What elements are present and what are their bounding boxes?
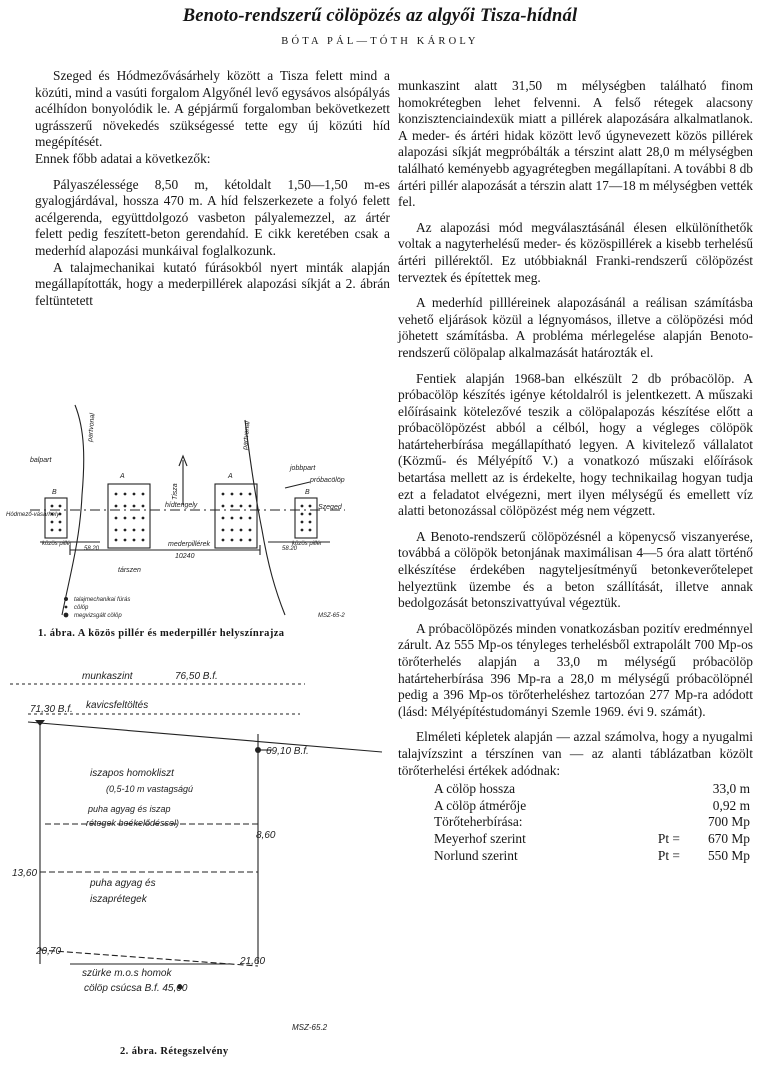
table-row bbox=[398, 781, 753, 798]
row-value: 700 Mp bbox=[707, 814, 750, 830]
legend-pile: cölöp bbox=[74, 605, 89, 611]
row-value: 33,0 m bbox=[712, 781, 750, 797]
label-kozos-pillar-right: közös pillér bbox=[292, 541, 323, 547]
label-dim-left: 58.20 bbox=[84, 546, 100, 552]
label-munkaszint: munkaszint bbox=[82, 671, 133, 682]
label-partvonal: partvonal bbox=[242, 420, 252, 451]
legend-tested-pile: megvizsgált cölöp bbox=[74, 613, 122, 619]
article-authors: BÓTA PÁL—TÓTH KÁROLY bbox=[281, 36, 479, 47]
label-hidtengely: hídtengely bbox=[165, 502, 198, 509]
label-puha1: puha agyag és iszap bbox=[88, 804, 171, 814]
label-partvonal: partvonal bbox=[87, 412, 97, 443]
row-symbol: Pt = bbox=[657, 830, 680, 846]
figure-2-caption: 2. ábra. Rétegszelvény bbox=[120, 1046, 229, 1057]
label-vastag: (0,5-10 m vastagságú bbox=[106, 784, 194, 794]
pier-b-left bbox=[45, 498, 67, 538]
paragraph: Az alapozási mód megválasztásánál élesen elkülöníthetők voltak a nagyterhelésű meder- és közöspillérek a kisebb terhelésű ártéri pillérektől. Ez utóbbiaknál Franki-rendszerű cölöpözést terveztek és építettek meg. bbox=[398, 219, 753, 285]
label-level-top: 76,50 B.f. bbox=[175, 671, 218, 682]
label-puha2: puha agyag és bbox=[90, 878, 156, 889]
table-row bbox=[398, 831, 753, 848]
results-table bbox=[398, 781, 753, 864]
row-symbol bbox=[644, 798, 680, 815]
paragraph: Ennek főbb adatai a következők: bbox=[35, 150, 211, 166]
label-depth-2160: 21,60 bbox=[240, 956, 266, 967]
label-jobbpart: jobbpart bbox=[290, 465, 316, 472]
label-b-right: B bbox=[305, 489, 310, 496]
label-a-right: A bbox=[228, 473, 233, 480]
table-row bbox=[398, 814, 753, 831]
label-depth-860: 8,60 bbox=[256, 830, 276, 841]
label-szeged: Szeged bbox=[318, 504, 342, 511]
table-row bbox=[398, 848, 753, 865]
label-span: 10240 bbox=[175, 553, 195, 560]
paragraph: A Benoto-rendszerű cölöpözésnél a köpenycső viszanyerése, továbbá a cölöpök betonjának maximálisan 4—5 óra alatt történő elkészítése érdekében nagyteljesítményű betonkeverőtelepet helyeztünk üzembe és a beton szállítását, illetve annak bedolgozását betonszivattyúval végeztük. bbox=[398, 528, 753, 611]
row-symbol bbox=[644, 781, 680, 798]
figure-1-site-plan bbox=[0, 400, 392, 630]
pier-b-right bbox=[295, 498, 317, 538]
paragraph: Elméleti képletek alapján — azzal számolva, hogy a nyugalmi talajvízszint a térszínen van — az alanti táblázatban közölt törőterhelési értékek adódnak: bbox=[398, 729, 753, 778]
paragraph: A próbacölöpözés minden vonatkozásban pozitív eredménnyel zárult. Az 555 Mp-os tényleges terhelésből extrapolált 700 Mp-os törőterhelés alapján a 33,0 m mélységű próbacölöp határteherbírása 396 Mp-ra a 28,0 m mélységű próbacölöpnél pedig a 396 Mp-os törőterheléshez tartozóan 277 Mp-ra adódott (lásd: Mélyépítéstudományi Szemle 1969. évi 9. számát). bbox=[398, 620, 753, 719]
row-label: Norlund szerint bbox=[434, 847, 518, 863]
label-dim-right: 58.20 bbox=[282, 546, 298, 552]
label-iszapos: iszapos homokliszt bbox=[90, 768, 174, 779]
label-level-right: 69,10 B.f. bbox=[266, 746, 309, 757]
row-label: Törőteherbírása: bbox=[434, 814, 523, 830]
label-kavicsfeltoltes: kavicsfeltöltés bbox=[86, 700, 149, 711]
label-szurke: szürke m.o.s homok bbox=[82, 968, 172, 979]
row-value: 550 Mp bbox=[707, 847, 750, 863]
row-label: A cölöp átmérője bbox=[434, 797, 527, 813]
label-a-left: A bbox=[120, 473, 125, 480]
table-row bbox=[398, 798, 753, 815]
label-tisza: Tisza bbox=[172, 483, 179, 500]
figure-1-caption: 1. ábra. A közös pillér és mederpillér helyszínrajza bbox=[38, 628, 285, 639]
label-depth-1360: 13,60 bbox=[12, 868, 38, 879]
right-column bbox=[398, 78, 753, 864]
label-tarsszen: társzen bbox=[118, 567, 141, 574]
paragraph: munkaszint alatt 31,50 m mélységben található finom homokrétegben lehet felvenni. A felső rétegek alacsony konzisztenciaindexük miatt a pillérek alapozására alkalmatlanok. A meder- és ártéri hidak között levő úgynevezett közös pillérek alapozási síkját megpróbálták a térszint alatt 28,0 m mélységben található keményebb agyagrétegben megállapítani. A további 8 db ártéri pillér alapozását a térszin alatt 17—18 m mélységben vették fel. bbox=[398, 78, 753, 210]
row-symbol bbox=[644, 814, 680, 831]
probacolop-pointer bbox=[285, 482, 310, 488]
label-kozos-pillar-left: közös pillér bbox=[42, 541, 73, 547]
label-balpart: balpart bbox=[30, 457, 52, 464]
paragraph: A mederhíd pillléreinek alapozásánál a reálisan számításba vehető eljárások közül a légnyomásos, illetve a cölöpözési mód jöhetett számításba. A probléma mérlegelése alapján Benoto-rendszerű cölöpalap alkalmazását határozták el. bbox=[398, 295, 753, 360]
label-puha1b: rétegek beékelődéssel) bbox=[86, 818, 180, 828]
label-mederpillerek: mederpillérek bbox=[168, 541, 211, 548]
paragraph: Fentiek alapján 1968-ban elkészült 2 db próbacölöp. A próbacölöp készítés igénye kétoldalról is jelentkezett. A műszaki előírásaink kötelezővé teszik a cölöpalapozás készítése előtt a próbacölöpözést abból a célból, hogy a végleges cölöpök határteherbírása megállapítható legyen. A kivitelező vállalatot (Közmű- és Mélyépítő V.) a vonatkozó műszaki előírások betartása mellett az is érdekelte, hogy technikailag hogyan tudja ezt a feladatot elvégezni, mert ilyen mélységű és emellett víz alatti betonozással cölöpözést még nem végzett. bbox=[398, 370, 753, 519]
label-hodmezovasarhely: Hódmező-vásárhely bbox=[6, 512, 60, 518]
label-probacolop: próbacölöp bbox=[310, 477, 345, 484]
gravel-base-line bbox=[28, 722, 382, 752]
left-column bbox=[35, 68, 390, 309]
row-label: Meyerhof szerint bbox=[434, 830, 526, 846]
row-value: 670 Mp bbox=[707, 830, 750, 846]
label-puha2b: iszaprétegek bbox=[90, 894, 147, 905]
label-stamp: MSZ-65-2 bbox=[318, 613, 345, 619]
row-label: A cölöp hossza bbox=[434, 781, 516, 797]
label-stamp: MSZ-65.2 bbox=[292, 1023, 328, 1032]
figure-2-soil-profile bbox=[0, 664, 392, 1044]
paragraph: A talajmechanikai kutató fúrásokból nyert minták alapján megállapították, hogy a mederpillérek alapozási síkját a 2. ábrán feltüntetett bbox=[35, 259, 390, 308]
label-csucs: cölöp csúcsa B.f. 45,00 bbox=[84, 983, 188, 994]
row-symbol: Pt = bbox=[657, 847, 680, 863]
paragraph: Pályaszélessége 8,50 m, kétoldalt 1,50—1,50 m-es gyalogjárdával, hossza 470 m. A híd felszerkezete a folyó felett acélgerenda, együttdolgozó vasbeton pályalemezzel, az ártér felett pedig feszített-beton gerendahíd. E cikk keretében csak a mederhíd alapozási munkáival foglalkozunk. bbox=[35, 176, 390, 258]
label-level-left: 71,30 B.f. bbox=[30, 704, 73, 715]
row-value: 0,92 m bbox=[712, 797, 750, 813]
paragraph: Szeged és Hódmezővásárhely között a Tisza felett mind a közúti, mind a vasúti forgalom Algyőnél levő egysávos alsópályás acélhídon bonyolódik le. A gépjármű forgalomban bekövetkezett ugrásszerű növekedés szükségessé tette egy új közúti híd megépítését. bbox=[35, 68, 390, 150]
legend-boring: talajmechanikai fúrás bbox=[74, 597, 131, 603]
label-depth-2070: 20,70 bbox=[36, 946, 62, 957]
article-title: Benoto-rendszerű cölöpözés az algyői Tisza-hídnál bbox=[182, 6, 578, 26]
label-b-left: B bbox=[52, 489, 57, 496]
